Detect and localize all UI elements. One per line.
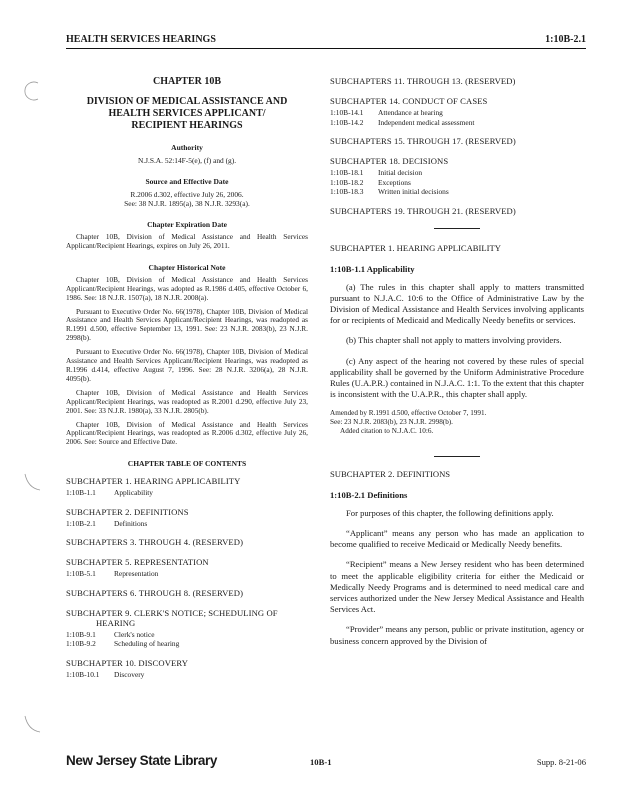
authority-text: N.J.S.A. 52:14F-5(e), (f) and (g).: [137, 156, 237, 165]
rule-paragraph: (c) Any aspect of the hearing not covered by these rules of special applicability shall be governed by the Uniform Administrative Procedure Rules (U.A.P.R.) contained in N.J.A.C. 1:1. To the extent that this chapter is inconsistent with the U.A.P.R., this chapter shall apply.: [330, 355, 584, 400]
amendment-line: Amended by R.1991 d.500, effective October 7, 1991.: [330, 409, 487, 418]
toc-subchapter: SUBCHAPTER 10. DISCOVERY: [66, 657, 189, 668]
toc-items: [330, 168, 584, 197]
section-divider: [434, 456, 480, 457]
toc-subchapter-line: HEARING: [96, 617, 136, 628]
rule-paragraph: “Applicant” means any person who has made an application to become qualified to receive Medicaid or Medically Needy benefits.: [330, 527, 584, 550]
rule-paragraph: “Provider” means any person, public or private institution, agency or business concern approved by the Division of: [330, 624, 584, 646]
toc-item[interactable]: 1:10B-10.1 Discovery: [66, 669, 145, 679]
chapter-name-line: HEALTH SERVICES APPLICANT/: [108, 108, 266, 119]
toc-item[interactable]: 1:10B-9.1 Clerk's notice: [66, 629, 155, 639]
history-note: Chapter 10B, Division of Medical Assistance and Health Services Applicant/Recipient Hearings, was adopted as R.1986 d.405, effective October 6, 1986. See: 18 N.J.R. 1507(a), 18 N.J.R. 2008(a).: [66, 274, 308, 302]
subchapter-2-heading: SUBCHAPTER 2. DEFINITIONS: [330, 468, 451, 479]
section-divider: [434, 228, 480, 229]
expiration-heading: Chapter Expiration Date: [147, 220, 227, 229]
toc-item[interactable]: 1:10B-1.1 Applicability: [66, 488, 153, 498]
library-stamp: New Jersey State Library: [66, 753, 217, 768]
toc-subchapter: SUBCHAPTER 1. HEARING APPLICABILITY: [66, 476, 241, 487]
toc-title: CHAPTER TABLE OF CONTENTS: [127, 459, 247, 469]
toc-items: [66, 488, 308, 498]
subchapter-1-heading: SUBCHAPTER 1. HEARING APPLICABILITY: [330, 242, 501, 253]
toc-items: [66, 569, 308, 579]
authority-heading: Authority: [171, 143, 203, 152]
toc-subchapter: SUBCHAPTERS 15. THROUGH 17. (RESERVED): [330, 136, 516, 146]
chapter-name: [66, 96, 308, 132]
amendment-line: See: 23 N.J.R. 2083(b), 23 N.J.R. 2998(b).: [330, 418, 453, 427]
toc-subchapter: SUBCHAPTERS 3. THROUGH 4. (RESERVED): [66, 537, 244, 548]
toc-item[interactable]: 1:10B-5.1 Representation: [66, 569, 159, 579]
binder-hole-mark-top: [22, 80, 44, 102]
toc-subchapter: SUBCHAPTERS 19. THROUGH 21. (RESERVED): [330, 205, 516, 216]
history-note: Chapter 10B, Division of Medical Assistance and Health Services Applicant/Recipient Hearings, was readopted as R.2001 d.290, effective July 23, 2001. See: 33 N.J.R. 1980(a), 33 N.J.R. 2805(b).: [66, 387, 308, 415]
rule-paragraph: (b) This chapter shall not apply to matters involving providers.: [346, 335, 562, 346]
supplement-date: Supp. 8-21-06: [536, 757, 586, 767]
binder-hole-mark-middle: [22, 470, 44, 492]
toc-subchapter: SUBCHAPTERS 11. THROUGH 13. (RESERVED): [330, 76, 516, 86]
running-header: [66, 34, 586, 49]
toc-item[interactable]: 1:10B-14.1 Attendance at hearing: [330, 108, 443, 117]
toc-items: [66, 670, 308, 680]
toc-subchapter: SUBCHAPTER 18. DECISIONS: [330, 156, 449, 166]
toc-subchapter: SUBCHAPTER 5. REPRESENTATION: [66, 557, 209, 568]
toc-subchapter: SUBCHAPTERS 6. THROUGH 8. (RESERVED): [66, 587, 244, 598]
page-footer: [66, 753, 586, 777]
header-section-number: 1:10B-2.1: [545, 34, 586, 45]
rule-paragraph: “Recipient” means a New Jersey resident who has been determined to meet the applicable eligibility criteria for either the Medicaid or Medically Needy Programs and is determined to need medical care and services authorized under the New Jersey Medical Assistance and Health Services Act.: [330, 559, 584, 615]
history-note: Pursuant to Executive Order No. 66(1978), Chapter 10B, Division of Medical Assistance and Health Services Applicant/Recipient Hearings, was readopted as R.1996 d.414, effective August 7, 1996. See: 28 N.J.R. 3206(a), 28 N.J.R. 4095(b).: [66, 347, 308, 383]
toc-items: [330, 108, 584, 127]
toc-item[interactable]: 1:10B-18.3 Written initial decisions: [330, 187, 449, 196]
source-line: R.2006 d.302, effective July 26, 2006.: [130, 190, 244, 199]
toc-item[interactable]: 1:10B-18.1 Initial decision: [330, 168, 423, 177]
expiration-text: Chapter 10B, Division of Medical Assistance and Health Services Applicant/Recipient Hearings, expires on July 26, 2011.: [66, 232, 308, 250]
section-1-1-heading: 1:10B-1.1 Applicability: [330, 263, 415, 274]
chapter-name-line: DIVISION OF MEDICAL ASSISTANCE AND: [86, 96, 288, 107]
toc-subchapter-line: SUBCHAPTER 9. CLERK'S NOTICE; SCHEDULING OF: [66, 607, 278, 618]
toc-item[interactable]: 1:10B-14.2 Independent medical assessment: [330, 117, 475, 127]
toc-subchapter: [66, 608, 308, 628]
history-note: Pursuant to Executive Order No. 66(1978), Chapter 10B, Division of Medical Assistance and Health Services Applicant/Recipient Hearings, was readopted as R.1991 d.500, effective September 13, 1991. See: 23 N.J.R. 2083(b), 23 N.J.R. 2998(b).: [66, 306, 308, 343]
toc-items: [66, 630, 308, 649]
toc-subchapter: SUBCHAPTER 14. CONDUCT OF CASES: [330, 96, 488, 106]
amendment-note: [330, 409, 584, 435]
history-note: Chapter 10B, Division of Medical Assistance and Health Services Applicant/Recipient Hearings, was readopted as R.2006 d.302, effective July 26, 2006. See: Source and Effective Date.: [66, 419, 308, 447]
toc-subchapter: SUBCHAPTER 2. DEFINITIONS: [66, 506, 189, 517]
source-heading: Source and Effective Date: [145, 177, 229, 186]
rule-paragraph: (a) The rules in this chapter shall apply to matters transmitted pursuant to N.J.A.C. 10:6 to the Office of Administrative Law by the Division of Medical Assistance and Health Services involving applicants for or recipients of Medicaid and Medically Needy benefits or services.: [330, 281, 584, 326]
source-text: [66, 190, 308, 208]
chapter-title: CHAPTER 10B: [152, 76, 222, 87]
history-heading: Chapter Historical Note: [148, 262, 226, 272]
toc-item[interactable]: 1:10B-9.2 Scheduling of hearing: [66, 639, 180, 649]
amendment-line: Added citation to N.J.A.C. 10:6.: [340, 426, 434, 435]
source-line: See: 38 N.J.R. 1895(a), 38 N.J.R. 3293(a).: [124, 199, 250, 208]
left-column: [66, 76, 308, 688]
toc-item[interactable]: 1:10B-18.2 Exceptions: [330, 177, 411, 187]
rule-paragraph: For purposes of this chapter, the following definitions apply.: [346, 507, 554, 518]
section-2-1-heading: 1:10B-2.1 Definitions: [330, 489, 408, 500]
page-number: 10B-1: [310, 757, 332, 767]
toc-item[interactable]: 1:10B-2.1 Definitions: [66, 518, 148, 528]
header-title: HEALTH SERVICES HEARINGS: [66, 34, 216, 45]
right-column: [330, 76, 584, 656]
toc-items: [66, 519, 308, 529]
chapter-name-line: RECIPIENT HEARINGS: [131, 120, 243, 131]
binder-hole-mark-bottom: [22, 712, 44, 734]
